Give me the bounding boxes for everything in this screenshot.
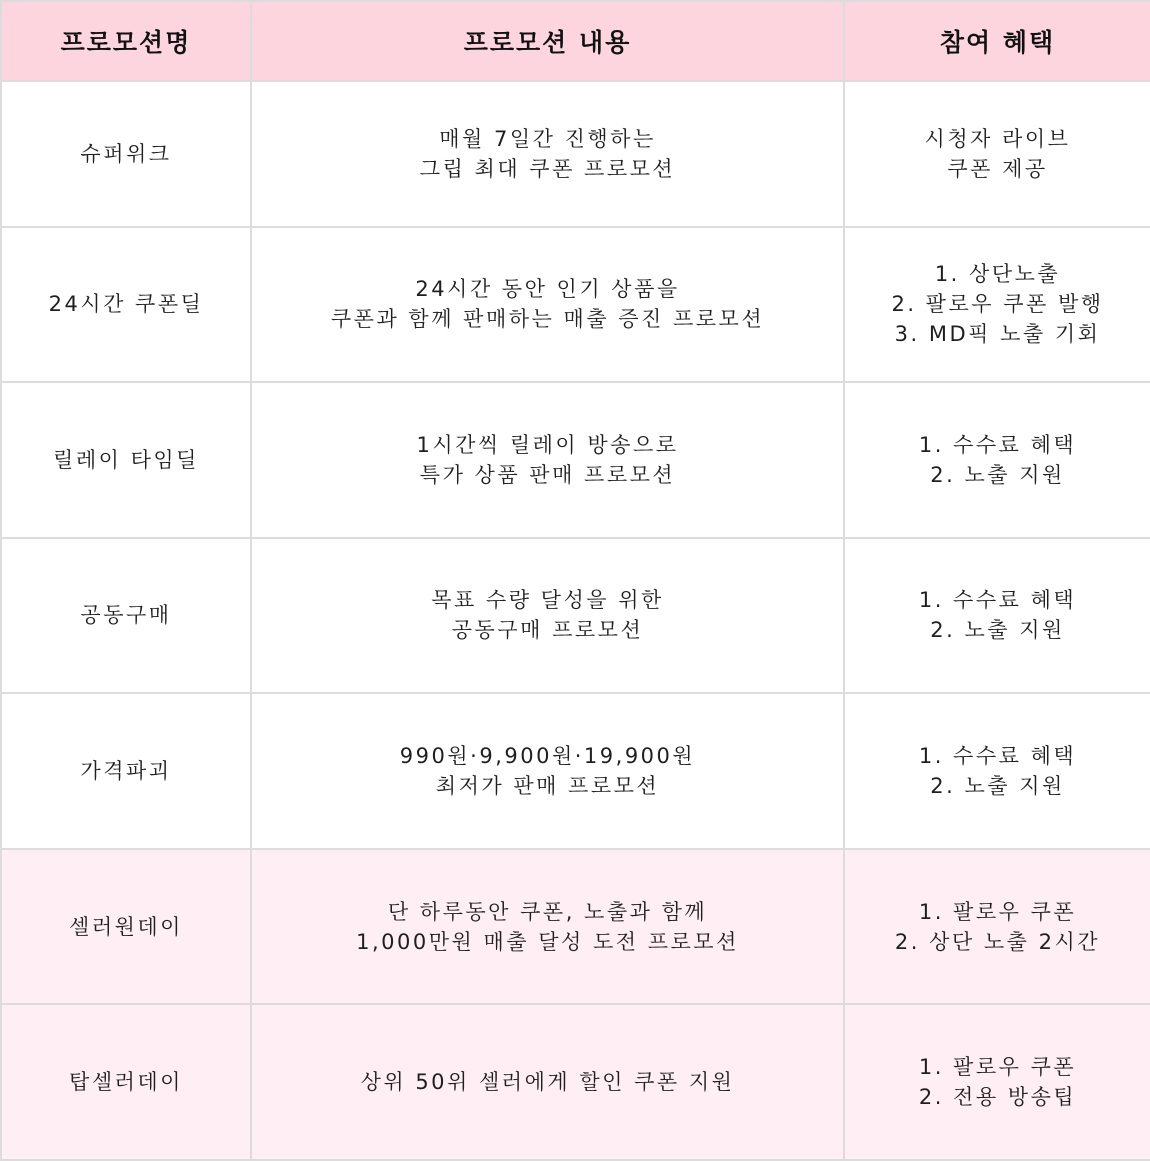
promotion-content-cell	[251, 1004, 844, 1160]
benefit-line: 시청자 라이브	[924, 126, 1071, 151]
content-line: 그립 최대 쿠폰 프로모션	[419, 156, 676, 181]
benefits-cell	[844, 849, 1150, 1005]
header-promotion-content: 프로모션 내용	[251, 1, 844, 81]
header-promotion-name: 프로모션명	[1, 1, 251, 81]
benefit-line: 2. 노출 지원	[930, 774, 1065, 798]
promotion-name-cell: 탑셀러데이	[1, 1004, 251, 1160]
header-participation-benefits: 참여 혜택	[844, 1, 1150, 81]
benefit-line: 2. 노출 지원	[930, 462, 1065, 487]
promotion-content-cell	[251, 81, 844, 227]
benefits-cell	[844, 693, 1150, 849]
content-line: 990원·9,900원·19,900원	[399, 744, 696, 768]
benefits-cell	[844, 382, 1150, 538]
content-line: 특가 상품 판매 프로모션	[419, 462, 676, 487]
promotion-name-cell: 릴레이 타임딜	[1, 382, 251, 538]
promotion-name-cell: 슈퍼위크	[1, 81, 251, 227]
content-line: 단 하루동안 쿠폰, 노출과 함께	[387, 899, 708, 924]
benefits-cell	[844, 1004, 1150, 1160]
content-line: 24시간 동안 인기 상품을	[415, 277, 680, 302]
benefits-cell	[844, 538, 1150, 694]
promotion-content-cell	[251, 538, 844, 694]
content-line: 최저가 판매 프로모션	[435, 774, 660, 798]
table-row	[1, 227, 1150, 383]
content-line: 1,000만원 매출 달성 도전 프로모션	[356, 929, 739, 954]
benefit-line: 2. 상단 노출 2시간	[894, 929, 1101, 954]
benefits-cell	[844, 227, 1150, 383]
promotion-content-cell	[251, 849, 844, 1005]
benefit-line: 쿠폰 제공	[947, 156, 1048, 181]
benefit-line: 1. 수수료 혜택	[918, 744, 1077, 768]
benefit-line: 2. 전용 방송팁	[918, 1085, 1077, 1110]
promotion-name-cell: 24시간 쿠폰딜	[1, 227, 251, 383]
promotion-name-cell: 공동구매	[1, 538, 251, 694]
content-line: 목표 수량 달성을 위한	[431, 588, 664, 613]
header-row	[1, 1, 1150, 81]
promotion-content-cell	[251, 693, 844, 849]
benefit-line: 2. 팔로우 쿠폰 발행	[891, 292, 1104, 317]
promotion-content-cell	[251, 382, 844, 538]
table-row	[1, 693, 1150, 849]
benefits-cell	[844, 81, 1150, 227]
benefit-line: 1. 팔로우 쿠폰	[918, 1055, 1077, 1080]
promotion-name-cell: 가격파괴	[1, 693, 251, 849]
benefit-line: 1. 상단노출	[934, 262, 1061, 287]
table-row	[1, 81, 1150, 227]
table-row	[1, 1004, 1150, 1160]
benefit-line: 2. 노출 지원	[930, 618, 1065, 643]
benefit-line: 1. 팔로우 쿠폰	[918, 899, 1077, 924]
table-row	[1, 849, 1150, 1005]
content-line: 1시간씩 릴레이 방송으로	[416, 432, 679, 457]
benefit-line: 3. MD픽 노출 기회	[894, 322, 1101, 347]
benefit-line: 1. 수수료 혜택	[918, 432, 1077, 457]
content-line: 쿠폰과 함께 판매하는 매출 증진 프로모션	[330, 307, 765, 332]
table-row	[1, 382, 1150, 538]
benefit-line: 1. 수수료 혜택	[918, 588, 1077, 613]
promotion-content-cell	[251, 227, 844, 383]
table-row	[1, 538, 1150, 694]
content-line: 매월 7일간 진행하는	[439, 126, 656, 151]
content-line: 상위 50위 셀러에게 할인 쿠폰 지원	[360, 1070, 735, 1095]
content-line: 공동구매 프로모션	[451, 618, 644, 643]
promotion-name-cell: 셀러원데이	[1, 849, 251, 1005]
